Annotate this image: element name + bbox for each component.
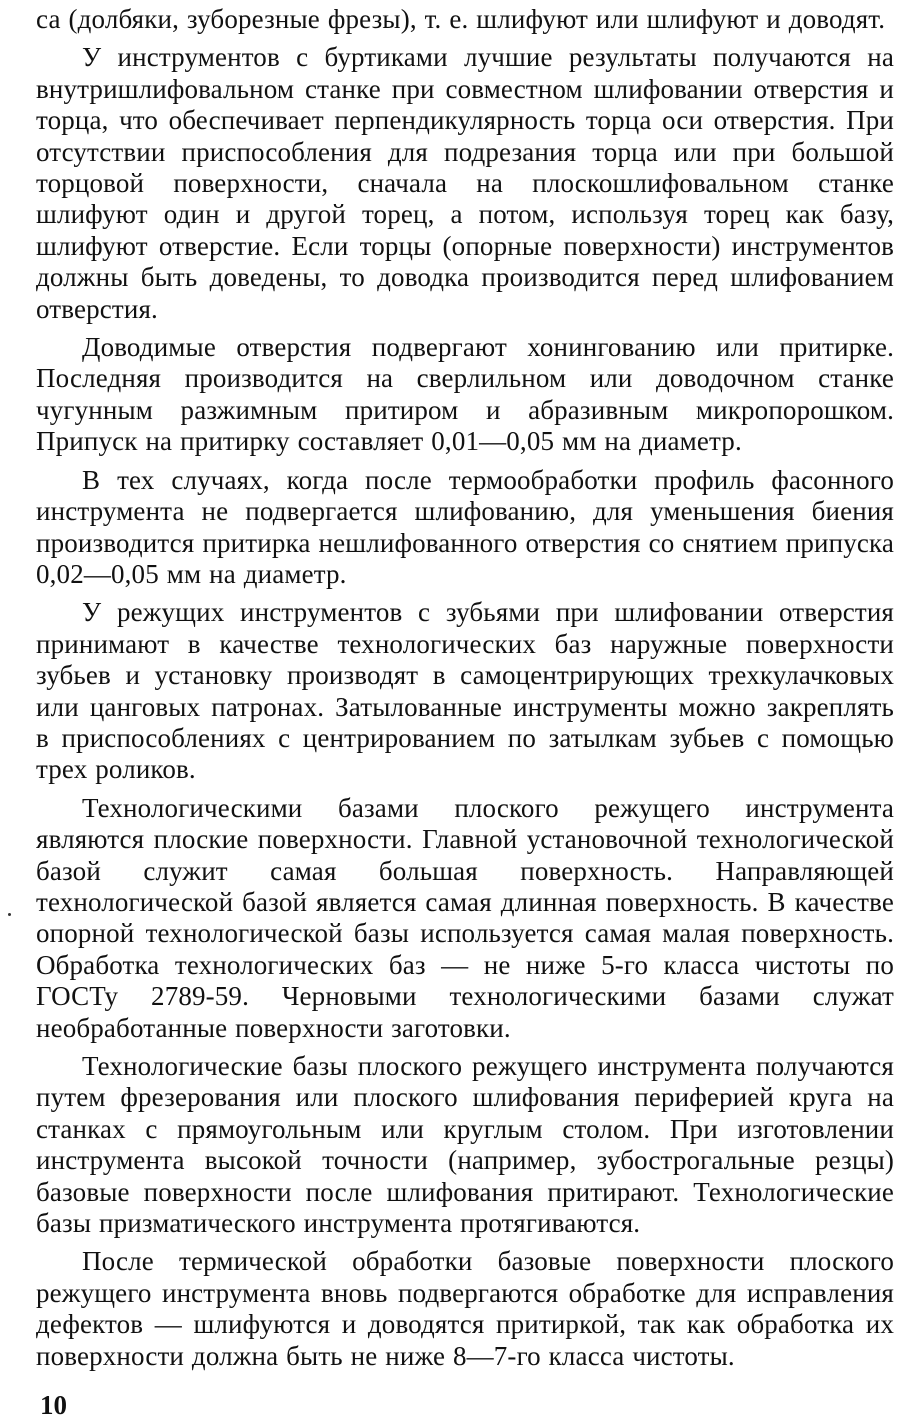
paragraph-1: са (долбяки, зуборезные фрезы), т. е. шлифуют или шлифуют и доводят. (36, 4, 886, 34)
paragraph-8: После термической обработки базовые поверхности плоского режущего инструмента вновь подвергаются обработке для исправления дефектов — шлифуются и доводятся притиркой, так как обработка их поверхности должна быть не ниже 8—7-го класса чистоты. (36, 1246, 894, 1371)
scan-speck (8, 913, 11, 916)
paragraph-3: Доводимые отверстия подвергают хонингованию или притирке. Последняя производится на сверлильном или доводочном станке чугунным разжимным притиром и абразивным микропорошком. Припуск на притирку составляет 0,01—0,05 мм на диаметр. (36, 332, 894, 457)
page-number: 10 (40, 1390, 67, 1420)
page-body (36, 4, 894, 1379)
paragraph-7: Технологические базы плоского режущего инструмента получаются путем фрезерования или плоского шлифования периферией круга на станках с прямоугольным или круглым столом. При изготовлении инструмента высокой точности (например, зубострогальные резцы) базовые поверхности после шлифования притирают. Технологические базы призматического инструмента протягиваются. (36, 1051, 894, 1239)
paragraph-5: У режущих инструментов с зубьями при шлифовании отверстия принимают в качестве технологических баз наружные поверхности зубьев и установку производят в самоцентрирующих трехкулачковых или цанговых патронах. Затылованные инструменты можно закреплять в приспособлениях с центрированием по затылкам зубьев с помощью трех роликов. (36, 597, 894, 785)
paragraph-2: У инструментов с буртиками лучшие результаты получаются на внутришлифовальном станке при совместном шлифовании отверстия и торца, что обеспечивает перпендикулярность торца оси отверстия. При отсутствии приспособления для подрезания торца или при большой торцовой поверхности, сначала на плоскошлифовальном станке шлифуют один и другой торец, а потом, используя торец как базу, шлифуют отверстие. Если торцы (опорные поверхности) инструментов должны быть доведены, то доводка производится перед шлифованием отверстия. (36, 42, 894, 324)
paragraph-6: Технологическими базами плоского режущего инструмента являются плоские поверхности. Главной установочной технологической базой служит самая большая поверхность. Направляющей технологической базой является самая длинная поверхность. В качестве опорной технологической базы используется самая малая поверхность. Обработка технологических баз — не ниже 5-го класса чистоты по ГОСТу 2789-59. Черновыми технологическими базами служат необработанные поверхности заготовки. (36, 792, 894, 1043)
paragraph-4: В тех случаях, когда после термообработки профиль фасонного инструмента не подвергается шлифованию, для уменьшения биения производится притирка нешлифованного отверстия со снятием припуска 0,02—0,05 мм на диаметр. (36, 464, 894, 589)
